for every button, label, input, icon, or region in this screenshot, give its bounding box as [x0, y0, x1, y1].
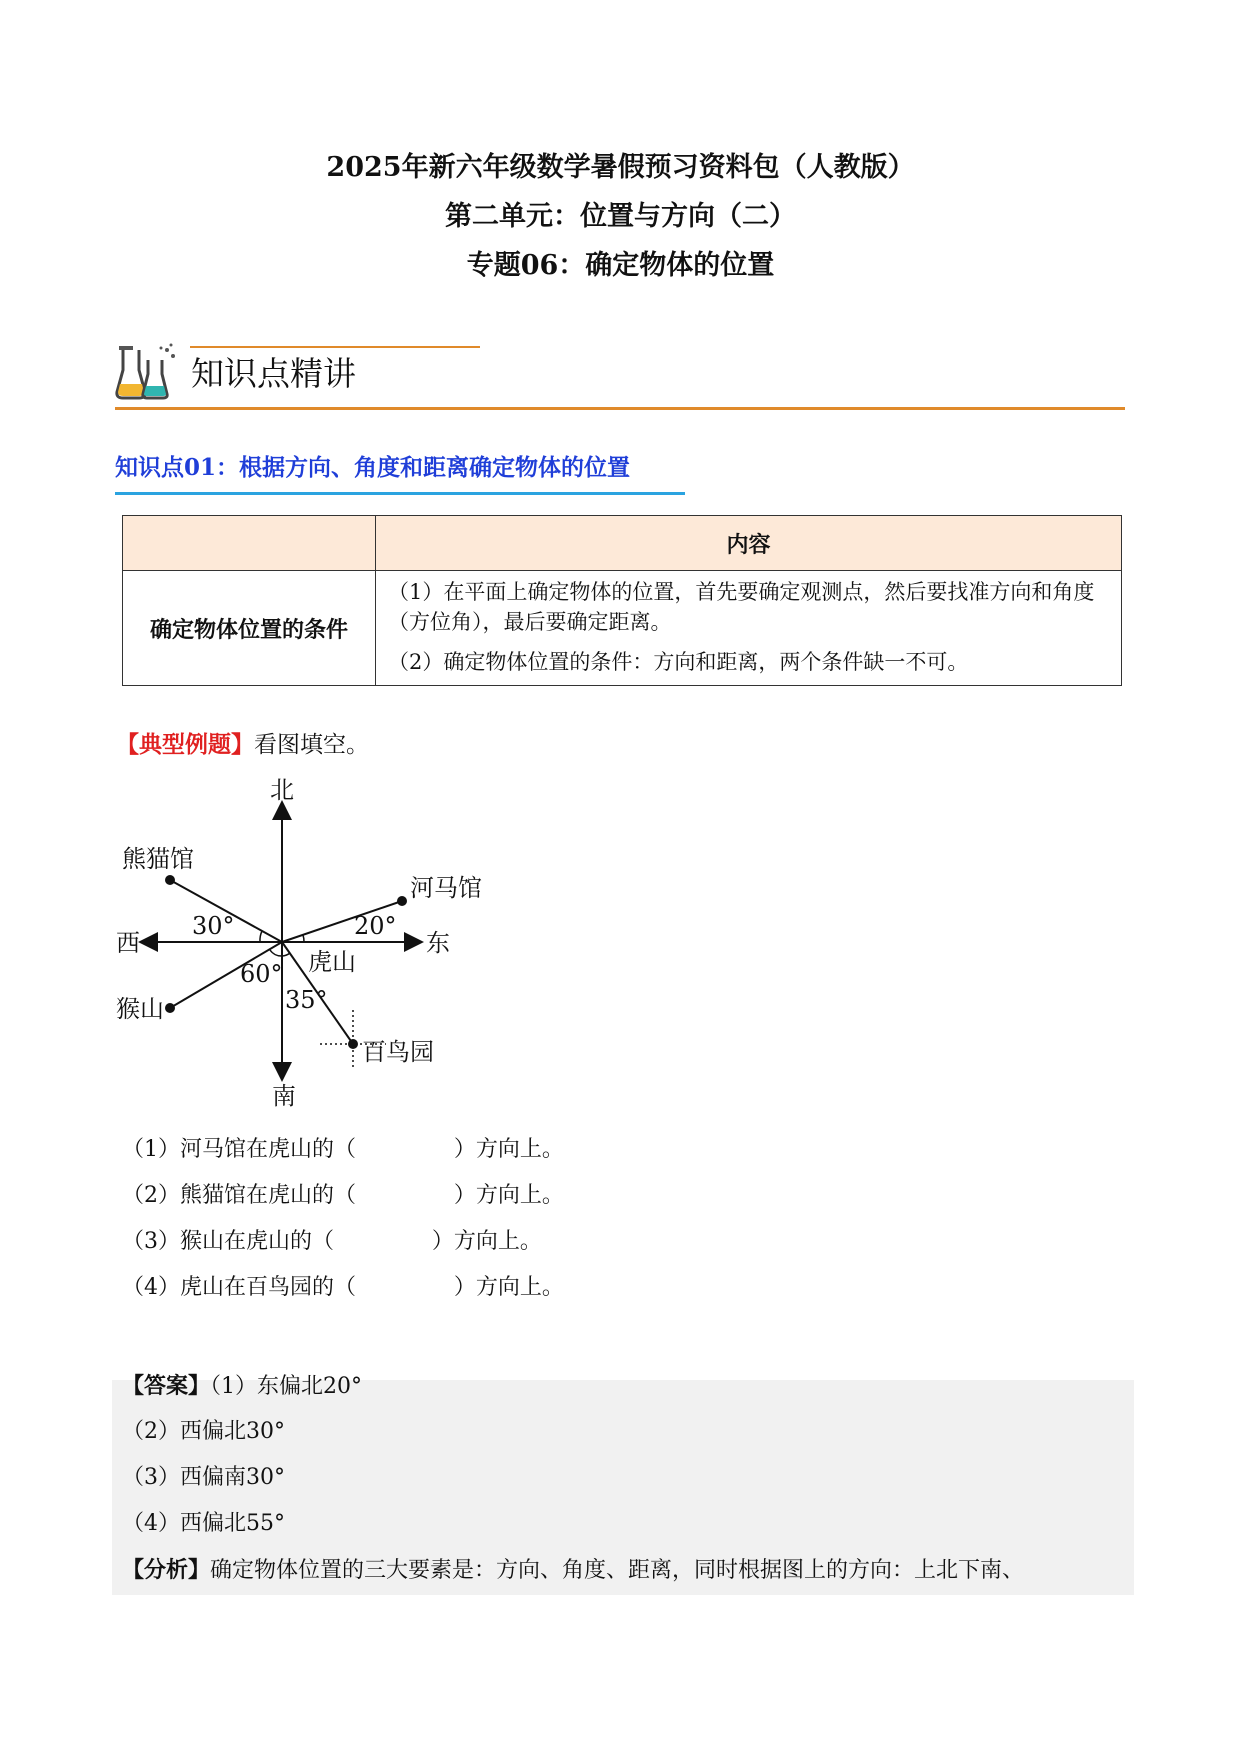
analysis-tag: 【分析】	[122, 1557, 211, 1583]
label-panda: 熊猫馆	[122, 845, 194, 873]
table-header-row	[123, 516, 1122, 571]
label-monkey: 猴山	[116, 995, 164, 1023]
label-west: 西	[116, 929, 140, 957]
analysis-line	[122, 1554, 1024, 1587]
table-header-blank	[123, 516, 376, 571]
document-title: 2025年新六年级数学暑假预习资料包（人教版）	[326, 152, 915, 183]
answer-line-1	[122, 1370, 362, 1403]
label-bird: 百鸟园	[362, 1038, 434, 1066]
label-hippo: 河马馆	[410, 874, 482, 902]
question-3: （3）猴山在虎山的（ ）方向上。	[122, 1229, 542, 1254]
chemistry-flask-icon	[115, 340, 177, 404]
analysis-text: 确定物体位置的三大要素是：方向、角度、距离，同时根据图上的方向：上北下南、	[210, 1558, 1025, 1583]
label-north: 北	[270, 776, 294, 804]
direction-diagram	[110, 770, 530, 1110]
label-south: 南	[272, 1082, 296, 1110]
answer-4: （4）西偏北55°	[122, 1511, 285, 1536]
table-row-content	[376, 571, 1122, 686]
hippo-point	[397, 896, 407, 906]
answer-tag: 【答案】	[122, 1373, 211, 1399]
question-4: （4）虎山在百鸟园的（ ）方向上。	[122, 1275, 564, 1300]
table-header-content: 内容	[376, 516, 1122, 571]
monkey-point	[165, 1003, 175, 1013]
question-2: （2）熊猫馆在虎山的（ ）方向上。	[122, 1183, 564, 1208]
example-line	[116, 728, 369, 762]
table-row-label: 确定物体位置的条件	[123, 571, 376, 686]
knowledge-point-underline	[115, 492, 685, 495]
section-header	[115, 340, 1125, 410]
label-angle-panda: 30°	[192, 912, 235, 940]
topic-title: 专题06：确定物体的位置	[466, 250, 775, 281]
panda-point	[165, 875, 175, 885]
question-1: （1）河马馆在虎山的（ ）方向上。	[122, 1137, 564, 1162]
label-center: 虎山	[308, 948, 356, 976]
answer-2: （2）西偏北30°	[122, 1419, 285, 1444]
example-tag: 【典型例题】	[116, 731, 254, 758]
label-angle-monkey: 60°	[240, 960, 283, 988]
unit-title: 第二单元：位置与方向（二）	[445, 201, 796, 232]
content-item-2: （2）确定物体位置的条件：方向和距离，两个条件缺一不可。	[388, 650, 969, 674]
answer-3: （3）西偏南30°	[122, 1465, 285, 1490]
table-row	[123, 571, 1122, 686]
content-item-1: （1）在平面上确定物体的位置，首先要确定观测点，然后要找准方向和角度（方位角），最后要确定距离。	[388, 580, 1095, 634]
answer-1: （1）东偏北20°	[210, 1374, 363, 1399]
knowledge-table	[122, 515, 1122, 686]
knowledge-point-title: 知识点01：根据方向、角度和距离确定物体的位置	[115, 454, 631, 481]
label-angle-hippo: 20°	[354, 912, 397, 940]
example-prompt: 看图填空。	[254, 732, 369, 758]
section-label: 知识点精讲	[191, 354, 356, 393]
label-angle-bird: 35°	[285, 986, 328, 1014]
label-east: 东	[426, 929, 450, 957]
